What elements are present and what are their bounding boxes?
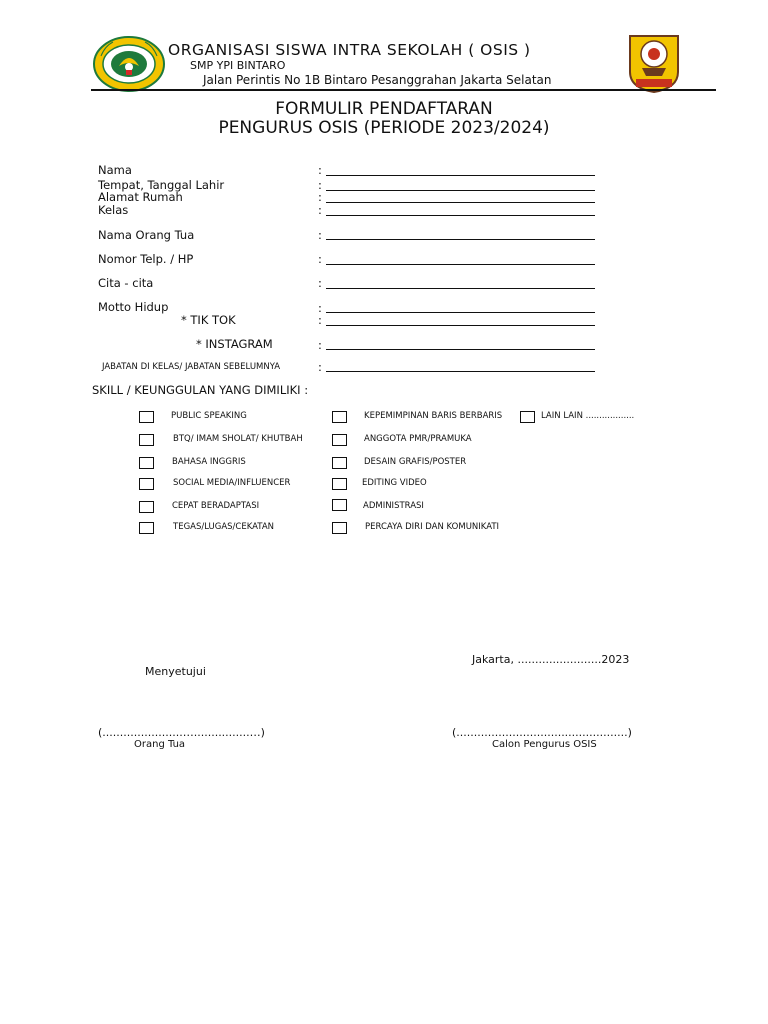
checkbox-percaya-diri[interactable]: [332, 522, 347, 534]
field-colon: :: [318, 338, 322, 352]
field-colon: :: [318, 178, 322, 192]
skill-label: BTQ/ IMAM SHOLAT/ KHUTBAH: [173, 434, 303, 444]
checkbox-tegas[interactable]: [139, 522, 154, 534]
osis-emblem-icon: [622, 32, 686, 94]
field-colon: :: [318, 163, 322, 177]
checkbox-kepemimpinan[interactable]: [332, 411, 347, 423]
osis-emblem-logo: [622, 32, 686, 94]
field-colon: :: [318, 276, 322, 290]
field-colon: :: [318, 313, 322, 327]
field-line-jabatan[interactable]: [326, 371, 595, 372]
skill-label: SOCIAL MEDIA/INFLUENCER: [173, 478, 291, 488]
checkbox-cepat-beradaptasi[interactable]: [139, 501, 154, 513]
field-label-motto: Motto Hidup: [98, 300, 169, 314]
org-name: ORGANISASI SISWA INTRA SEKOLAH ( OSIS ): [168, 41, 531, 59]
field-line-cita[interactable]: [326, 288, 595, 289]
field-label-tiktok: * TIK TOK: [181, 313, 236, 327]
skill-label: PERCAYA DIRI DAN KOMUNIKATI: [365, 522, 500, 532]
skill-label: CEPAT BERADAPTASI: [172, 501, 260, 511]
field-line-tiktok[interactable]: [326, 325, 595, 326]
checkbox-bahasa-inggris[interactable]: [139, 457, 154, 469]
checkbox-btq[interactable]: [139, 434, 154, 446]
checkbox-desain-grafis[interactable]: [332, 457, 347, 469]
field-line-motto[interactable]: [326, 312, 595, 313]
skills-heading: SKILL / KEUNGGULAN YANG DIMILIKI :: [92, 383, 309, 397]
field-colon: :: [318, 228, 322, 242]
field-label-telp: Nomor Telp. / HP: [98, 252, 194, 266]
skill-label: BAHASA INGGRIS: [172, 457, 246, 467]
checkbox-social-media[interactable]: [139, 478, 154, 490]
field-colon: :: [318, 203, 322, 217]
checkbox-lain-lain[interactable]: [520, 411, 535, 423]
school-address: Jalan Perintis No 1B Bintaro Pesanggrahan Jakarta Selatan: [203, 73, 552, 87]
approval-label: Menyetujui: [145, 665, 206, 678]
field-label-orang-tua: Nama Orang Tua: [98, 228, 195, 242]
checkbox-pmr-pramuka[interactable]: [332, 434, 347, 446]
school-seal-logo: [93, 36, 165, 92]
skill-label: KEPEMIMPINAN BARIS BERBARIS: [364, 411, 503, 421]
school-name: SMP YPI BINTARO: [190, 59, 286, 72]
field-label-cita: Cita - cita: [98, 276, 154, 290]
signature-caption-candidate: Calon Pengurus OSIS: [492, 739, 597, 750]
field-line-instagram[interactable]: [326, 349, 595, 350]
skill-label: EDITING VIDEO: [362, 478, 427, 488]
field-colon: :: [318, 190, 322, 204]
field-label-ttl: Tempat, Tanggal Lahir: [98, 178, 225, 192]
school-seal-icon: [93, 36, 165, 92]
field-label-instagram: * INSTAGRAM: [196, 337, 273, 351]
field-label-alamat: Alamat Rumah: [98, 190, 183, 204]
field-colon: :: [318, 301, 322, 315]
skill-label: TEGAS/LUGAS/CEKATAN: [173, 522, 275, 532]
signature-line-parent[interactable]: (.......................…................…): [98, 726, 265, 739]
checkbox-administrasi[interactable]: [332, 499, 347, 511]
skill-label: ANGGOTA PMR/PRAMUKA: [364, 434, 472, 444]
form-subtitle: PENGURUS OSIS (PERIODE 2023/2024): [218, 118, 550, 138]
place-date: Jakarta, ........................2023: [472, 653, 630, 666]
field-colon: :: [318, 252, 322, 266]
header-divider: [91, 89, 716, 91]
skill-label: DESAIN GRAFIS/POSTER: [364, 457, 467, 467]
field-line-nama[interactable]: [326, 175, 595, 176]
skill-label: ADMINISTRASI: [363, 501, 424, 511]
field-line-kelas[interactable]: [326, 215, 595, 216]
checkbox-editing-video[interactable]: [332, 478, 347, 490]
field-line-orang-tua[interactable]: [326, 239, 595, 240]
form-title: FORMULIR PENDAFTARAN: [275, 99, 493, 119]
field-line-alamat[interactable]: [326, 202, 595, 203]
signature-caption-parent: Orang Tua: [134, 739, 186, 750]
field-line-telp[interactable]: [326, 264, 595, 265]
signature-line-candidate[interactable]: (.................................................): [452, 726, 632, 739]
field-label-jabatan: JABATAN DI KELAS/ JABATAN SEBELUMNYA: [102, 362, 281, 372]
field-label-nama: Nama: [98, 163, 132, 177]
field-colon: :: [318, 360, 322, 374]
field-line-ttl[interactable]: [326, 190, 595, 191]
checkbox-public-speaking[interactable]: [139, 411, 154, 423]
skill-label: LAIN LAIN ..................: [541, 411, 635, 421]
field-label-kelas: Kelas: [98, 203, 129, 217]
skill-label: PUBLIC SPEAKING: [171, 411, 247, 421]
